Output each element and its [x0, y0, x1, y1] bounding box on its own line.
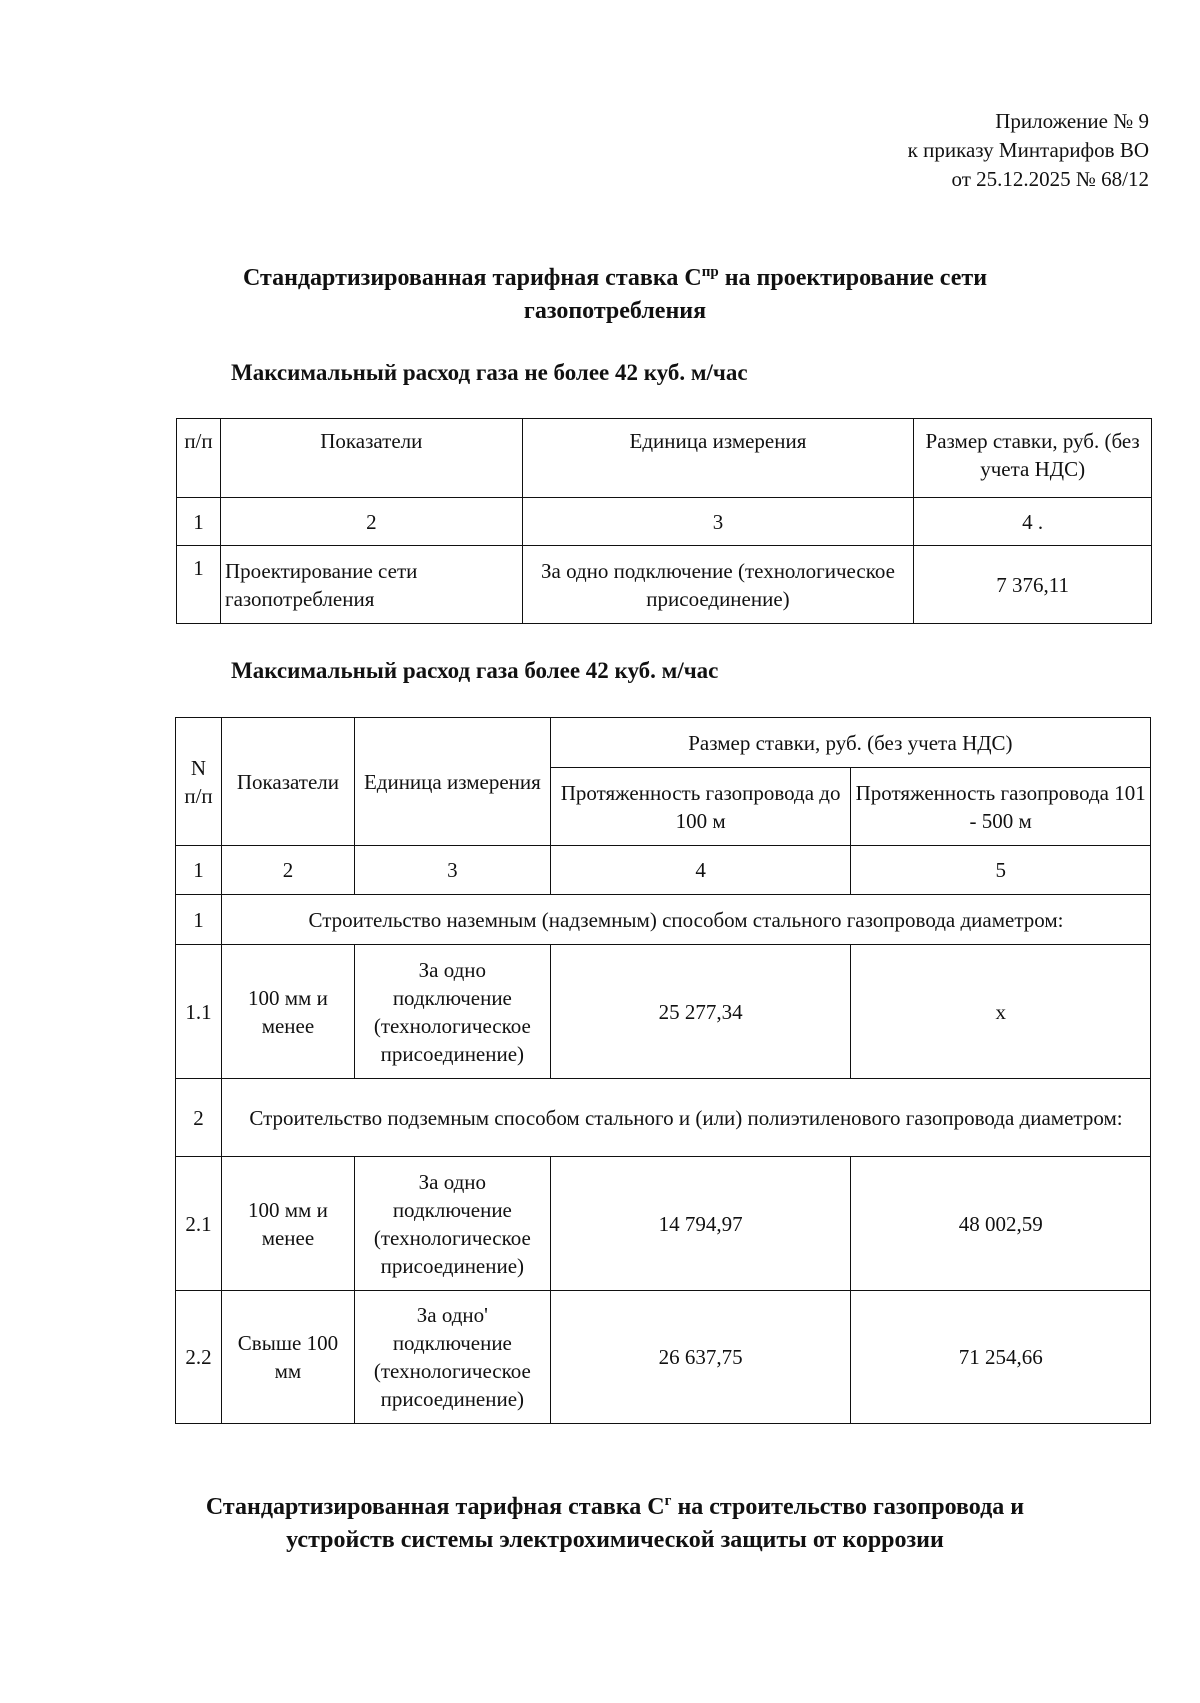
row-unit: За одно подключение (технологическое присоединение): [522, 546, 914, 624]
row-num: 2.1: [176, 1157, 222, 1291]
table-row: [176, 945, 1151, 1079]
numbering-cell: 5: [851, 846, 1151, 895]
row-indicator: Проектирование сети газопотребления: [220, 546, 522, 624]
numbering-cell: 3: [522, 498, 914, 546]
group-row: [176, 1079, 1151, 1157]
row-value-up-to-100: 25 277,34: [550, 945, 851, 1079]
title-design-rate: [170, 262, 1060, 328]
row-num: 1.1: [176, 945, 222, 1079]
appendix-line-3: от 25.12.2025 № 68/12: [951, 167, 1149, 191]
table-construction-rate: [175, 717, 1151, 1424]
table-row: [176, 1291, 1151, 1424]
row-value-101-500: х: [851, 945, 1151, 1079]
group-row: [176, 895, 1151, 945]
title-construction-rate: [160, 1491, 1070, 1557]
row-unit: За одно' подключение (технологическое присоединение): [354, 1291, 550, 1424]
row-num: 1: [177, 546, 221, 624]
appendix-header: [649, 107, 1149, 194]
row-value-101-500: 48 002,59: [851, 1157, 1151, 1291]
title-design-rate-text: Стандартизированная тарифная ставка С: [242, 265, 702, 291]
table-row: [176, 1157, 1151, 1291]
row-indicator: Свыше 100 мм: [221, 1291, 354, 1424]
row-unit: За одно подключение (технологическое присоединение): [354, 945, 550, 1079]
numbering-cell: 3: [354, 846, 550, 895]
numbering-cell: 4: [550, 846, 851, 895]
numbering-cell: 2: [220, 498, 522, 546]
row-unit: За одно подключение (технологическое присоединение): [354, 1157, 550, 1291]
header-unit: Единица измерения: [522, 419, 914, 498]
table-design-rate: [176, 418, 1152, 624]
header-rate: Размер ставки, руб. (без учета НДС): [914, 419, 1152, 498]
row-indicator: 100 мм и менее: [221, 945, 354, 1079]
row-indicator: 100 мм и менее: [221, 1157, 354, 1291]
appendix-line-1: Приложение № 9: [995, 109, 1149, 133]
header-length-101-500: Протяженность газопровода 101 - 500 м: [851, 768, 1151, 846]
table-row: [177, 546, 1152, 624]
group-text: Строительство наземным (надземным) способом стального газопровода диаметром:: [221, 895, 1150, 945]
title-design-rate-text-end: на проектирование сети газопотребления: [523, 265, 988, 324]
numbering-cell: 1: [177, 498, 221, 546]
header-num: п/п: [177, 419, 221, 498]
header-indicator: Показатели: [221, 718, 354, 846]
title-design-rate-superscript: пр: [701, 264, 719, 280]
title-construction-rate-superscript: г: [664, 1493, 672, 1509]
header-indicator: Показатели: [220, 419, 522, 498]
header-length-up-to-100: Протяженность газопровода до 100 м: [550, 768, 851, 846]
header-rate-group: Размер ставки, руб. (без учета НДС): [550, 718, 1150, 768]
title-construction-rate-text: Стандартизированная тарифная ставка С: [205, 1494, 665, 1520]
row-value: 7 376,11: [914, 546, 1152, 624]
header-unit: Единица измерения: [354, 718, 550, 846]
row-value-up-to-100: 26 637,75: [550, 1291, 851, 1424]
group-text: Строительство подземным способом стального и (или) полиэтиленового газопровода диаметром:: [221, 1079, 1150, 1157]
title-construction-rate-text-end: на строительство газопровода и устройств системы электрохимической защиты от коррозии: [286, 1494, 1025, 1553]
group-num: 1: [176, 895, 222, 945]
row-value-up-to-100: 14 794,97: [550, 1157, 851, 1291]
row-num: 2.2: [176, 1291, 222, 1424]
row-value-101-500: 71 254,66: [851, 1291, 1151, 1424]
numbering-cell: 1: [176, 846, 222, 895]
numbering-cell: 2: [221, 846, 354, 895]
subtitle-max-flow-over-42: Максимальный расход газа более 42 куб. м/час: [231, 658, 719, 683]
header-num: N п/п: [176, 718, 222, 846]
subtitle-max-flow-up-to-42: Максимальный расход газа не более 42 куб. м/час: [231, 360, 748, 385]
appendix-line-2: к приказу Минтарифов ВО: [907, 138, 1149, 162]
group-num: 2: [176, 1079, 222, 1157]
numbering-cell: 4 .: [914, 498, 1152, 546]
